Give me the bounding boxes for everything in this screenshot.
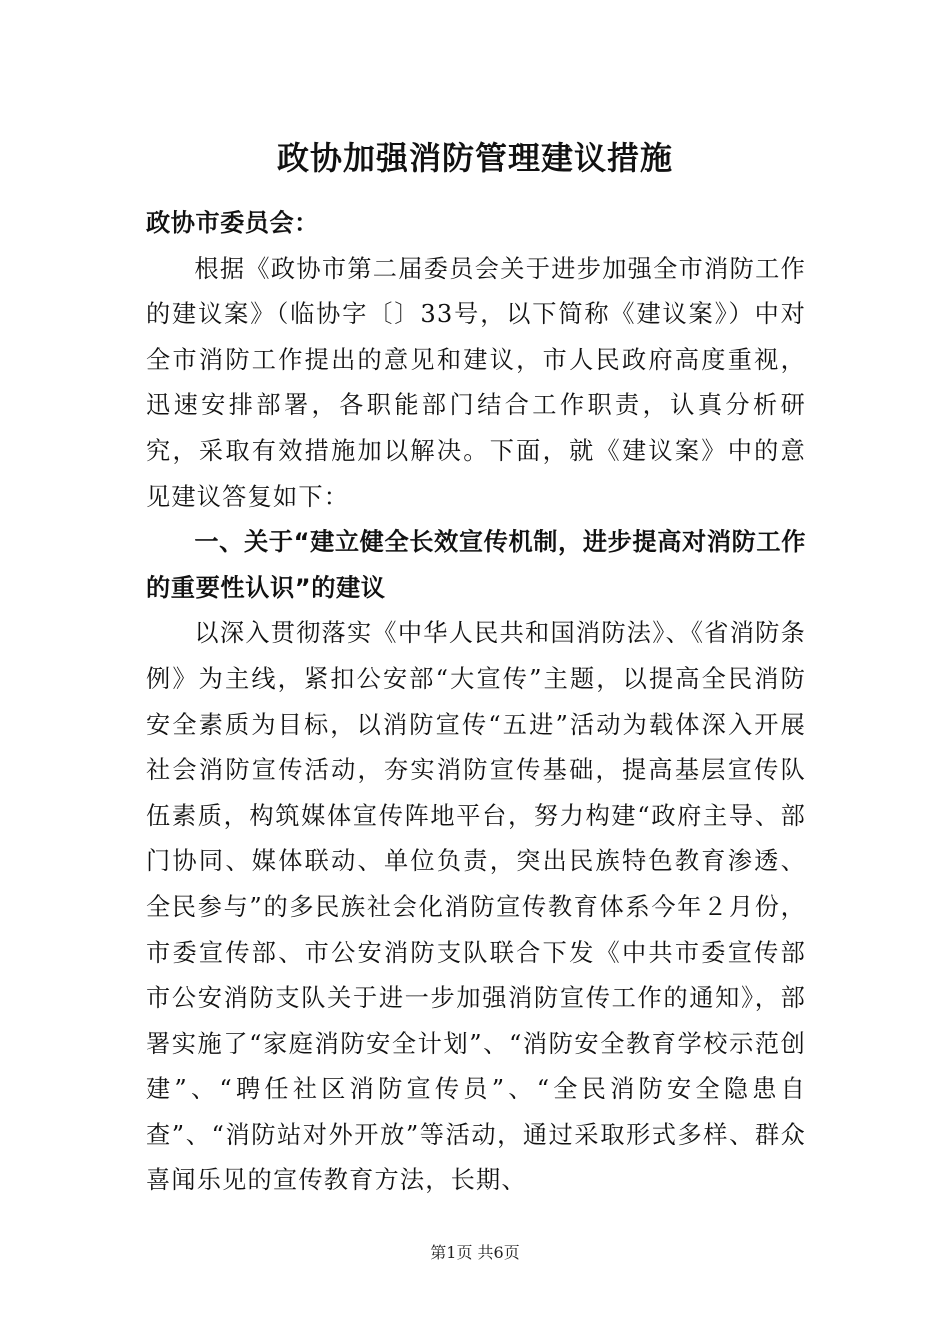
page-number-footer: 第1页 共6页: [430, 1243, 520, 1262]
salutation: 政协市委员会：: [146, 209, 319, 237]
document-title: 政协加强消防管理建议措施: [276, 139, 673, 177]
paragraph-intro: 根据《政协市第二届委员会关于进步加强全市消防工作的建议案》（临协字〔〕33号，以下简称《建议案》）中对全市消防工作提出的意见和建议，市人民政府高度重视，迅速安排部署，各职能部门结合工作职责，认真分析研究，采取有效措施加以解决。下面，就《建议案》中的意见建议答复如下：: [146, 254, 806, 511]
document-body: [146, 201, 806, 1204]
paragraph-section-1: 以深入贯彻落实《中华人民共和国消防法》、《省消防条例》为主线，紧扣公安部“大宣传”主题，以提高全民消防安全素质为目标，以消防宣传“五进”活动为载体深入开展社会消防宣传活动，夯实消防宣传基础，提高基层宣传队伍素质，构筑媒体宣传阵地平台，努力构建“政府主导、部门协同、媒体联动、单位负责，突出民族特色教育渗透、全民参与”的多民族社会化消防宣传教育体系今年２月份，市委宣传部、市公安消防支队联合下发《中共市委宣传部市公安消防支队关于进一步加强消防宣传工作的通知》，部署实施了“家庭消防安全计划”、“消防安全教育学校示范创建”、“聘任社区消防宣传员”、“全民消防安全隐患自查”、“消防站对外开放”等活动，通过采取形式多样、群众喜闻乐见的宣传教育方法，长期、: [146, 619, 806, 1195]
section-heading-1: 一、关于“建立健全长效宣传机制，进步提高对消防工作的重要性认识”的建议: [146, 528, 806, 602]
